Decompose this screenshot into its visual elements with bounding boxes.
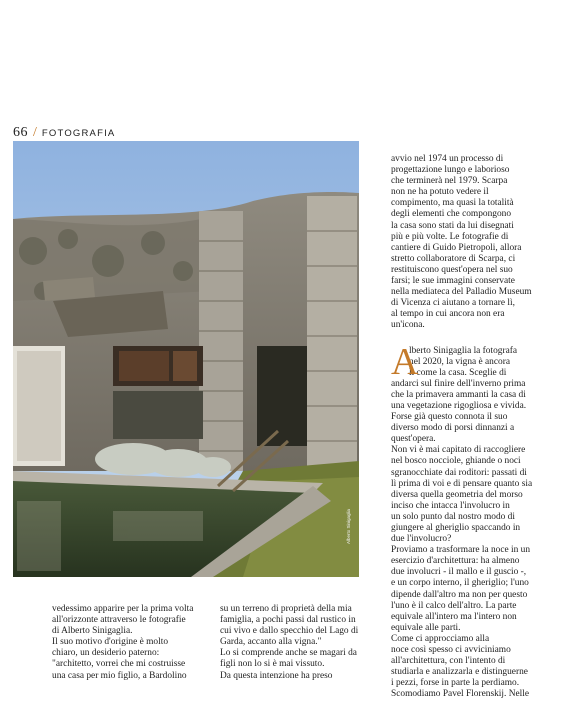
text-line: noce così spesso ci avviciniamo	[391, 645, 511, 656]
article-column-bottom-left	[52, 604, 193, 682]
text-line: vedessimo apparire per la prima volta	[52, 604, 194, 614]
text-line: la casa sono stati da lui disegnati	[391, 220, 514, 231]
header-separator: /	[33, 125, 37, 140]
text-line: equivale all'intero ma l'intero non	[391, 611, 517, 622]
text-line: Da questa intenzione ha preso	[220, 670, 333, 681]
text-line: compimento, ma quasi la totalità	[391, 198, 514, 209]
house-photo	[13, 141, 359, 577]
text-line: l'uno è il calco dell'altro. La parte	[391, 600, 517, 611]
text-line: diversa quella geometria del morso	[391, 489, 523, 500]
text-line: due involucri - il mallo e il guscio -,	[391, 567, 527, 578]
article-column-bottom-middle	[220, 604, 358, 682]
text-line: cui vivo e dallo specchio del Lago di	[220, 626, 359, 637]
text-line: e un corpo interno, il gheriglio; l'uno	[391, 578, 529, 589]
text-line: all'orizzonte attraverso le fotografie	[52, 615, 186, 626]
text-line: "architetto, vorrei che mi costruisse	[52, 659, 186, 670]
text-line: farsi; le sue immagini conservate	[391, 276, 515, 287]
text-line: nel bosco nocciole, ghiande o noci	[391, 456, 521, 467]
text-line: che terminerà nel 1979. Scarpa	[391, 176, 508, 187]
text-line: avvio nel 1974 un processo di	[391, 154, 504, 164]
text-line: degli elementi che compongono	[391, 209, 512, 220]
house-photo-illustration	[13, 141, 359, 577]
text-line: di Vicenza ci aiutano a tornare lì,	[391, 298, 515, 309]
text-line: esercizio d'architettura: ha almeno	[391, 556, 520, 567]
text-line: Garda, accanto alla vigna."	[220, 637, 322, 648]
text-line: andarci sul finire dell'inverno prima	[391, 378, 526, 389]
text-line: i pezzi, forse in parte la perdiamo.	[391, 678, 520, 689]
text-line: nella mediateca del Palladio Museum	[391, 287, 532, 298]
text-line: una casa per mio figlio, a Bardolino	[52, 670, 187, 681]
text-line: Forse già questo connota il suo	[391, 412, 508, 423]
text-line: su un terreno di proprietà della mia	[220, 604, 352, 614]
text-line: una vegetazione rigogliosa e vivida.	[391, 400, 527, 411]
text-line: lì come la casa. Sceglie di	[409, 367, 507, 378]
text-line: Il suo motivo d'origine è molto	[52, 637, 169, 648]
text-line: figli non lo si è mai vissuto.	[220, 659, 325, 670]
article-column-right	[391, 154, 532, 701]
text-line: Scomodiamo Pavel Florenskij. Nelle	[391, 689, 530, 700]
text-line: stretto collaboratore di Scarpa, ci	[391, 253, 516, 264]
page-number: 66	[13, 125, 28, 140]
paragraph-body	[391, 379, 532, 701]
section-title: FOTOGRAFIA	[41, 128, 116, 139]
text-line: all'architettura, con l'intento di	[391, 656, 506, 667]
page-header	[13, 125, 115, 141]
text-line: Come ci approcciamo alla	[391, 633, 490, 644]
photo-credit: Alberto Sinigaglia	[346, 508, 351, 544]
text-line: equivale alle parti.	[391, 622, 461, 633]
text-line: due l'involucro?	[391, 534, 452, 545]
text-line: restituiscono quest'opera nel suo	[391, 264, 513, 275]
text-line: lì prima di voi e di pensare quanto sia	[391, 478, 533, 489]
text-line: Lo si comprende anche se magari da	[220, 648, 357, 659]
text-line: non ne ha potuto vedere il	[391, 187, 489, 198]
text-line: giungere al gheriglio spaccando in	[391, 523, 521, 533]
text-line: Non vi è mai capitato di raccogliere	[391, 445, 526, 456]
text-line: sgranocchiate dai roditori: passati di	[391, 467, 527, 478]
text-line: nel 2020, la vigna è ancora	[409, 356, 511, 367]
text-line: un'icona.	[391, 320, 425, 331]
text-line: quest'opera.	[391, 434, 436, 445]
text-line: inciso che intacca l'involucro in	[391, 500, 510, 511]
text-line: che la primavera ammanti la casa di	[391, 389, 526, 400]
text-line: diverso modo di porsi dinnanzi a	[391, 423, 515, 434]
text-line: più e più volte. Le fotografie di	[391, 231, 509, 242]
paragraph-alberto	[391, 340, 533, 701]
text-line: Proviamo a trasformare la noce in un	[391, 545, 531, 556]
text-line: di Alberto Sinigaglia.	[52, 626, 133, 637]
drop-cap: A	[391, 340, 419, 383]
text-line: famiglia, a pochi passi dal rustico in	[220, 615, 356, 626]
paragraph-continuation	[391, 154, 532, 332]
text-line: chiaro, un desiderio paterno:	[52, 648, 160, 659]
text-line: un solo punto dal nostro modo di	[391, 511, 515, 522]
text-line: cantiere di Guido Pietropoli, allora	[391, 242, 522, 253]
text-line: al tempo in cui ancora non era	[391, 309, 505, 320]
text-line: dipende dall'altro ma non per questo	[391, 589, 528, 600]
text-line: studiarla e analizzarla e distinguerne	[391, 667, 528, 678]
text-line: lberto Sinigaglia la fotografa	[409, 345, 518, 356]
text-line: progettazione lungo e laborioso	[391, 165, 510, 176]
